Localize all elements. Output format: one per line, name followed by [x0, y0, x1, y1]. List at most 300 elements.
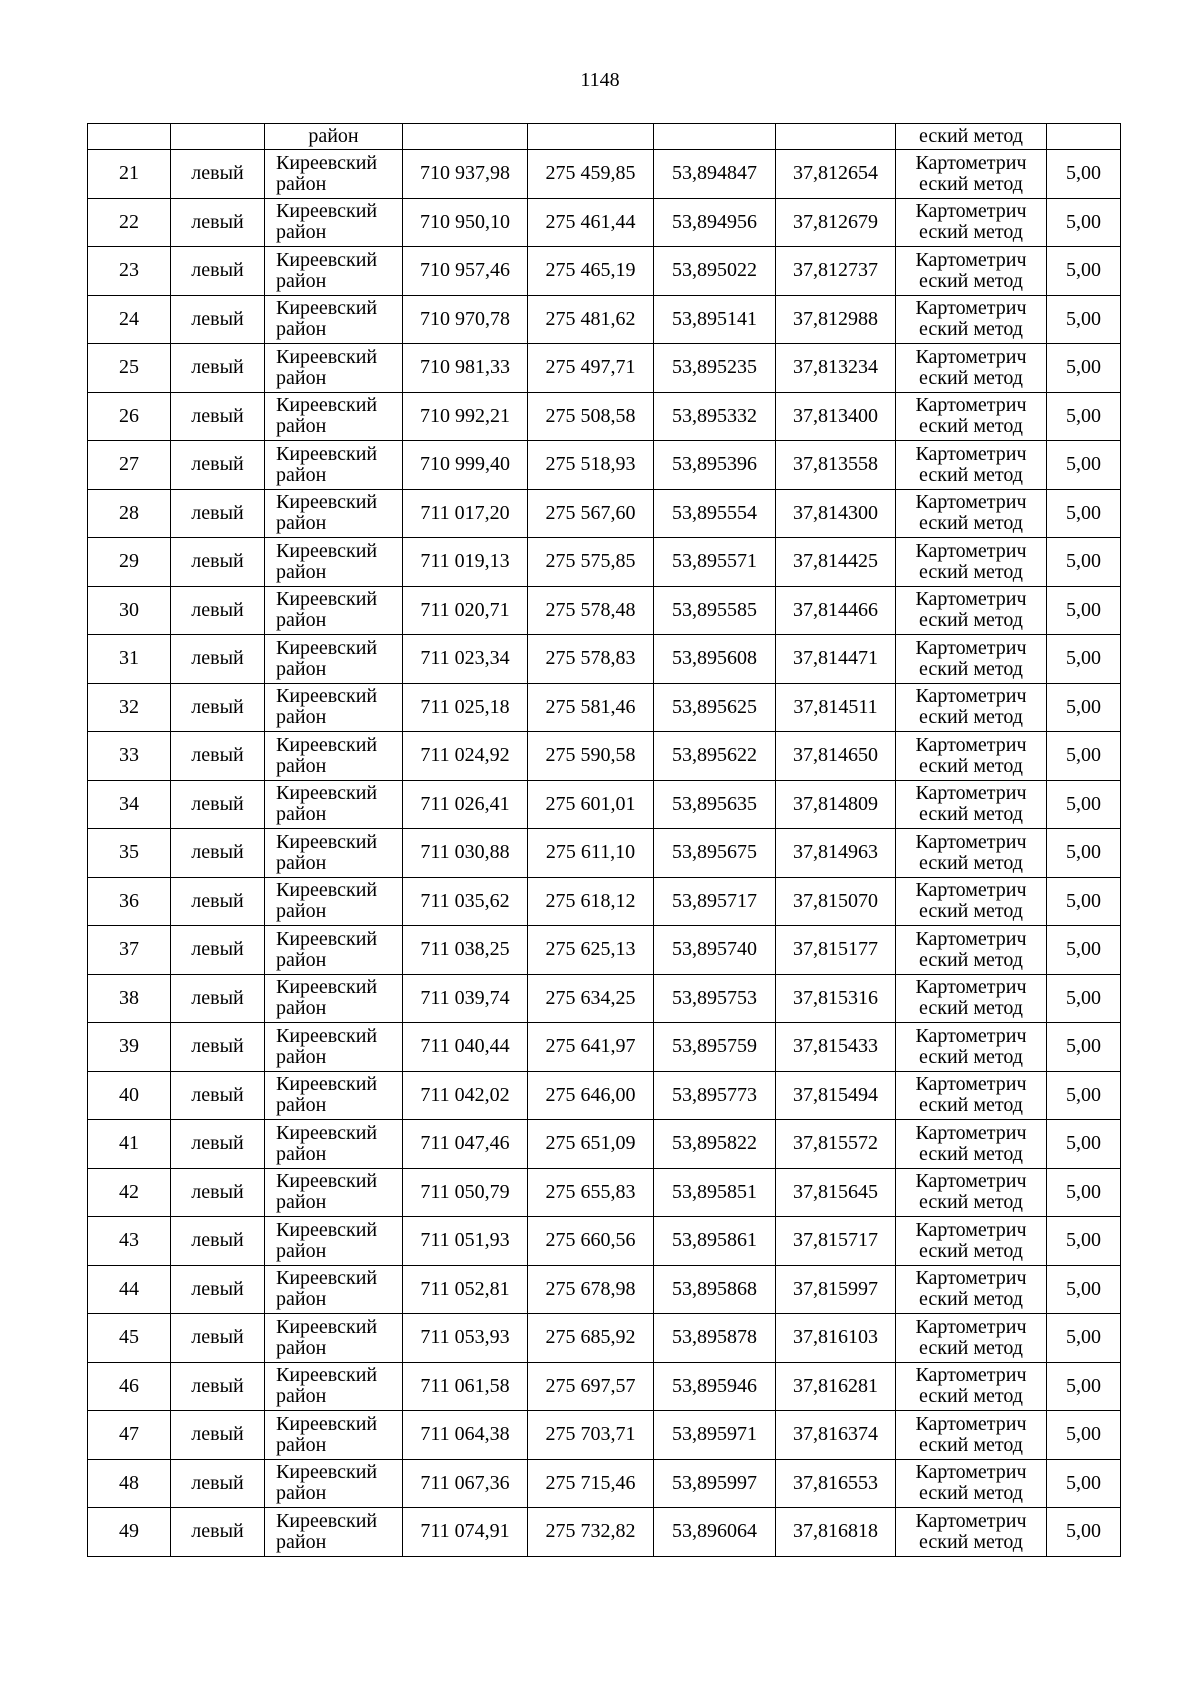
cell-side: левый — [171, 926, 265, 975]
cell-district — [265, 683, 403, 732]
cell-y: 275 578,48 — [528, 586, 654, 635]
cell-method-line-2: еский метод — [919, 657, 1023, 680]
cell-district-line-2: район — [276, 803, 327, 826]
cell-number: 41 — [88, 1120, 171, 1169]
continuation-row — [88, 124, 1121, 150]
cell-district-line-1: Киреевский — [276, 345, 378, 368]
table-row — [88, 1314, 1121, 1363]
cell-y: 275 611,10 — [528, 829, 654, 878]
cell-y: 275 625,13 — [528, 926, 654, 975]
cell-accuracy: 5,00 — [1047, 441, 1121, 490]
cell-longitude: 37,815717 — [776, 1217, 896, 1266]
cell-longitude: 37,815494 — [776, 1071, 896, 1120]
cell-district — [265, 1459, 403, 1508]
cell-method-line-2: еский метод — [919, 1336, 1023, 1359]
table-row — [88, 1508, 1121, 1557]
cell-number: 27 — [88, 441, 171, 490]
cell-district — [265, 635, 403, 684]
table-body — [88, 124, 1121, 1557]
cell-x: 711 052,81 — [403, 1265, 528, 1314]
cell-district-line-1: Киреевский — [276, 879, 378, 902]
table-row — [88, 829, 1121, 878]
cell-district-line-2: район — [276, 754, 327, 777]
cell-side: левый — [171, 1217, 265, 1266]
cell-accuracy: 5,00 — [1047, 1459, 1121, 1508]
cell-method-line-1: Картометрич — [915, 345, 1027, 368]
cell-district — [265, 1362, 403, 1411]
cell-latitude: 53,895740 — [654, 926, 776, 975]
cell-method-line-1: Картометрич — [915, 248, 1027, 271]
cell-district-line-2: район — [276, 1482, 327, 1505]
cell-method — [896, 1217, 1047, 1266]
cell-side: левый — [171, 1459, 265, 1508]
cell-number: 32 — [88, 683, 171, 732]
cell-longitude: 37,815177 — [776, 926, 896, 975]
cell-side: левый — [171, 489, 265, 538]
cell-method-line-2: еский метод — [919, 269, 1023, 292]
cell-side: левый — [171, 392, 265, 441]
cell-longitude: 37,813234 — [776, 344, 896, 393]
cell-method-line-2: еский метод — [919, 463, 1023, 486]
table-row — [88, 974, 1121, 1023]
cell-x: 711 035,62 — [403, 877, 528, 926]
cell-method-line-2: еский метод — [919, 1433, 1023, 1456]
cell-district-line-1: Киреевский — [276, 830, 378, 853]
table-row — [88, 441, 1121, 490]
page-number: 1148 — [580, 69, 620, 91]
cell-side: левый — [171, 150, 265, 199]
cell-method-line-2: еский метод — [919, 803, 1023, 826]
cell-method — [896, 1314, 1047, 1363]
cell-accuracy: 5,00 — [1047, 683, 1121, 732]
cell-side: левый — [171, 1362, 265, 1411]
table-row — [88, 1265, 1121, 1314]
cell-x: 710 970,78 — [403, 295, 528, 344]
cell-latitude: 53,894956 — [654, 198, 776, 247]
cell-latitude: 53,895622 — [654, 732, 776, 781]
cell-method — [896, 1265, 1047, 1314]
cell-method — [896, 198, 1047, 247]
cell-method — [896, 829, 1047, 878]
cell-method-line-1: Картометрич — [915, 1461, 1027, 1484]
cell-side: левый — [171, 1168, 265, 1217]
cell-method-line-1: Картометрич — [915, 200, 1027, 223]
cell-method — [896, 150, 1047, 199]
cell-district-line-1: Киреевский — [276, 1461, 378, 1484]
cell-district-line-2: район — [276, 706, 327, 729]
cell-number: 40 — [88, 1071, 171, 1120]
cell-number: 36 — [88, 877, 171, 926]
cell-accuracy: 5,00 — [1047, 392, 1121, 441]
cell-method-line-2: еский метод — [919, 221, 1023, 244]
cell-number: 31 — [88, 635, 171, 684]
cell-side: левый — [171, 1411, 265, 1460]
cell-method-line-1: Картометрич — [915, 636, 1027, 659]
cell-method — [896, 1023, 1047, 1072]
cell-latitude: 53,895635 — [654, 780, 776, 829]
cell-accuracy: 5,00 — [1047, 732, 1121, 781]
cell-number: 23 — [88, 247, 171, 296]
cell-method — [896, 489, 1047, 538]
cell-district — [265, 732, 403, 781]
cell-x: 710 981,33 — [403, 344, 528, 393]
cell-longitude: 37,814425 — [776, 538, 896, 587]
cell-method-line-2: еский метод — [919, 1288, 1023, 1311]
cell-district-line-1: Киреевский — [276, 394, 378, 417]
cell-x — [403, 124, 528, 150]
cell-latitude: 53,895717 — [654, 877, 776, 926]
cell-method-line-1: Картометрич — [915, 1121, 1027, 1144]
table-row — [88, 1023, 1121, 1072]
cell-district-line-2: район — [276, 366, 327, 389]
cell-method — [896, 926, 1047, 975]
cell-method-line-1: Картометрич — [915, 1412, 1027, 1435]
cell-x: 711 025,18 — [403, 683, 528, 732]
cell-district-line-1: Киреевский — [276, 248, 378, 271]
cell-method-line-2: еский метод — [919, 706, 1023, 729]
cell-y: 275 461,44 — [528, 198, 654, 247]
cell-accuracy: 5,00 — [1047, 1265, 1121, 1314]
cell-x: 711 061,58 — [403, 1362, 528, 1411]
cell-district-line-1: Киреевский — [276, 200, 378, 223]
cell-x: 711 039,74 — [403, 974, 528, 1023]
cell-district-line-2: район — [276, 948, 327, 971]
cell-district — [265, 198, 403, 247]
cell-method: еский метод — [896, 124, 1047, 150]
cell-accuracy: 5,00 — [1047, 1217, 1121, 1266]
cell-side — [171, 124, 265, 150]
cell-district — [265, 344, 403, 393]
table-row — [88, 1411, 1121, 1460]
cell-x: 710 992,21 — [403, 392, 528, 441]
cell-y: 275 646,00 — [528, 1071, 654, 1120]
coordinates-table — [87, 123, 1121, 1557]
cell-side: левый — [171, 538, 265, 587]
cell-longitude: 37,814300 — [776, 489, 896, 538]
cell-district-line-1: Киреевский — [276, 636, 378, 659]
cell-accuracy: 5,00 — [1047, 586, 1121, 635]
cell-number: 37 — [88, 926, 171, 975]
cell-method-line-2: еский метод — [919, 609, 1023, 632]
cell-method — [896, 780, 1047, 829]
cell-district-line-2: район — [276, 318, 327, 341]
cell-longitude: 37,814511 — [776, 683, 896, 732]
cell-latitude: 53,895773 — [654, 1071, 776, 1120]
cell-y — [528, 124, 654, 150]
cell-x: 711 023,34 — [403, 635, 528, 684]
cell-y: 275 655,83 — [528, 1168, 654, 1217]
cell-method-line-2: еский метод — [919, 560, 1023, 583]
cell-district-line-1: Киреевский — [276, 1267, 378, 1290]
cell-number: 44 — [88, 1265, 171, 1314]
table-row — [88, 732, 1121, 781]
cell-y: 275 465,19 — [528, 247, 654, 296]
cell-district-line-1: Киреевский — [276, 1170, 378, 1193]
cell-side: левый — [171, 780, 265, 829]
cell-district — [265, 877, 403, 926]
cell-district-line-1: Киреевский — [276, 1218, 378, 1241]
cell-method-line-1: Картометрич — [915, 830, 1027, 853]
cell-district — [265, 1071, 403, 1120]
cell-method-line-1: Картометрич — [915, 394, 1027, 417]
cell-district-line-2: район — [276, 221, 327, 244]
cell-district-line-2: район — [276, 172, 327, 195]
cell-district-line-1: Киреевский — [276, 685, 378, 708]
cell-district-line-2: район — [276, 415, 327, 438]
cell-y: 275 518,93 — [528, 441, 654, 490]
cell-district-line-1: Киреевский — [276, 588, 378, 611]
cell-district — [265, 1023, 403, 1072]
cell-district-line-2: район — [276, 900, 327, 923]
cell-number: 35 — [88, 829, 171, 878]
cell-method-line-1: Картометрич — [915, 151, 1027, 174]
cell-district-line-2: район — [276, 657, 327, 680]
cell-district-line-2: район — [276, 1239, 327, 1262]
cell-longitude: 37,814809 — [776, 780, 896, 829]
cell-y: 275 497,71 — [528, 344, 654, 393]
cell-y: 275 567,60 — [528, 489, 654, 538]
cell-number: 47 — [88, 1411, 171, 1460]
table-row — [88, 198, 1121, 247]
cell-district — [265, 829, 403, 878]
table-row — [88, 586, 1121, 635]
cell-y: 275 590,58 — [528, 732, 654, 781]
cell-method-line-2: еский метод — [919, 1094, 1023, 1117]
cell-longitude: 37,815645 — [776, 1168, 896, 1217]
cell-district-line-2: район — [276, 609, 327, 632]
cell-number: 45 — [88, 1314, 171, 1363]
cell-district — [265, 780, 403, 829]
table-row — [88, 150, 1121, 199]
cell-method — [896, 1411, 1047, 1460]
cell-latitude: 53,895946 — [654, 1362, 776, 1411]
cell-method-line-2: еский метод — [919, 1142, 1023, 1165]
cell-x: 710 999,40 — [403, 441, 528, 490]
cell-x: 711 051,93 — [403, 1217, 528, 1266]
table-row — [88, 926, 1121, 975]
cell-district — [265, 974, 403, 1023]
cell-y: 275 660,56 — [528, 1217, 654, 1266]
cell-district-line-1: Киреевский — [276, 1073, 378, 1096]
cell-method-line-1: Картометрич — [915, 1509, 1027, 1532]
cell-side: левый — [171, 1265, 265, 1314]
cell-method-line-1: Картометрич — [915, 1315, 1027, 1338]
cell-x: 711 019,13 — [403, 538, 528, 587]
cell-district-line-2: район — [276, 269, 327, 292]
cell-number: 26 — [88, 392, 171, 441]
cell-accuracy: 5,00 — [1047, 1071, 1121, 1120]
cell-method — [896, 683, 1047, 732]
cell-longitude: 37,812654 — [776, 150, 896, 199]
cell-accuracy: 5,00 — [1047, 489, 1121, 538]
cell-side: левый — [171, 974, 265, 1023]
cell-district-line-1: Киреевский — [276, 442, 378, 465]
cell-method-line-1: Картометрич — [915, 1218, 1027, 1241]
cell-side: левый — [171, 1071, 265, 1120]
cell-accuracy: 5,00 — [1047, 295, 1121, 344]
cell-method-line-2: еский метод — [919, 1530, 1023, 1553]
cell-method-line-2: еский метод — [919, 318, 1023, 341]
cell-district-line-2: район — [276, 1336, 327, 1359]
cell-latitude: 53,895235 — [654, 344, 776, 393]
cell-y: 275 581,46 — [528, 683, 654, 732]
cell-y: 275 578,83 — [528, 635, 654, 684]
cell-y: 275 678,98 — [528, 1265, 654, 1314]
cell-district-line-1: Киреевский — [276, 1121, 378, 1144]
cell-side: левый — [171, 295, 265, 344]
cell-x: 711 064,38 — [403, 1411, 528, 1460]
cell-accuracy: 5,00 — [1047, 1120, 1121, 1169]
cell-accuracy: 5,00 — [1047, 1508, 1121, 1557]
cell-method — [896, 1168, 1047, 1217]
cell-method — [896, 1071, 1047, 1120]
cell-method — [896, 392, 1047, 441]
cell-y: 275 459,85 — [528, 150, 654, 199]
cell-district-line-1: Киреевский — [276, 1412, 378, 1435]
cell-method-line-1: Картометрич — [915, 539, 1027, 562]
cell-accuracy: 5,00 — [1047, 974, 1121, 1023]
cell-x: 711 017,20 — [403, 489, 528, 538]
cell-number: 39 — [88, 1023, 171, 1072]
cell-longitude: 37,815070 — [776, 877, 896, 926]
cell-number: 22 — [88, 198, 171, 247]
cell-y: 275 685,92 — [528, 1314, 654, 1363]
cell-district-line-1: Киреевский — [276, 539, 378, 562]
cell-method-line-2: еский метод — [919, 851, 1023, 874]
cell-x: 711 053,93 — [403, 1314, 528, 1363]
cell-accuracy: 5,00 — [1047, 198, 1121, 247]
cell-x: 711 074,91 — [403, 1508, 528, 1557]
cell-longitude: 37,813400 — [776, 392, 896, 441]
cell-method — [896, 635, 1047, 684]
cell-y: 275 697,57 — [528, 1362, 654, 1411]
cell-district-line-1: Киреевский — [276, 151, 378, 174]
cell-district — [265, 392, 403, 441]
cell-accuracy: 5,00 — [1047, 635, 1121, 684]
table-row — [88, 1071, 1121, 1120]
cell-x: 711 026,41 — [403, 780, 528, 829]
cell-district — [265, 1314, 403, 1363]
cell-side: левый — [171, 1120, 265, 1169]
cell-district-line-1: Киреевский — [276, 1364, 378, 1387]
cell-latitude: 53,896064 — [654, 1508, 776, 1557]
cell-method-line-2: еский метод — [919, 512, 1023, 535]
cell-district-line-1: Киреевский — [276, 976, 378, 999]
cell-district-line-1: Киреевский — [276, 927, 378, 950]
cell-side: левый — [171, 198, 265, 247]
cell-district-line-2: район — [276, 1288, 327, 1311]
cell-method — [896, 1459, 1047, 1508]
cell-latitude: 53,895554 — [654, 489, 776, 538]
cell-x: 710 950,10 — [403, 198, 528, 247]
cell-latitude: 53,895585 — [654, 586, 776, 635]
cell-method — [896, 974, 1047, 1023]
cell-accuracy: 5,00 — [1047, 877, 1121, 926]
cell-x: 711 040,44 — [403, 1023, 528, 1072]
cell-accuracy: 5,00 — [1047, 150, 1121, 199]
cell-longitude: 37,814650 — [776, 732, 896, 781]
table-row — [88, 780, 1121, 829]
cell-longitude: 37,814466 — [776, 586, 896, 635]
cell-method-line-1: Картометрич — [915, 976, 1027, 999]
cell-district — [265, 586, 403, 635]
cell-method-line-2: еский метод — [919, 754, 1023, 777]
cell-latitude: 53,895851 — [654, 1168, 776, 1217]
table-row — [88, 538, 1121, 587]
cell-method-line-2: еский метод — [919, 415, 1023, 438]
cell-method-line-2: еский метод — [919, 172, 1023, 195]
cell-latitude: 53,895141 — [654, 295, 776, 344]
cell-latitude: 53,895971 — [654, 1411, 776, 1460]
cell-method-line-1: Картометрич — [915, 1364, 1027, 1387]
cell-method-line-1: Картометрич — [915, 782, 1027, 805]
cell-method — [896, 877, 1047, 926]
cell-side: левый — [171, 344, 265, 393]
cell-longitude: 37,812737 — [776, 247, 896, 296]
cell-method-line-1: Картометрич — [915, 1267, 1027, 1290]
cell-number: 33 — [88, 732, 171, 781]
cell-district-line-2: район — [276, 851, 327, 874]
table-row — [88, 247, 1121, 296]
cell-accuracy: 5,00 — [1047, 926, 1121, 975]
cell-number: 38 — [88, 974, 171, 1023]
cell-longitude — [776, 124, 896, 150]
cell-side: левый — [171, 1508, 265, 1557]
cell-method-line-1: Картометрич — [915, 491, 1027, 514]
cell-accuracy — [1047, 124, 1121, 150]
cell-longitude: 37,816553 — [776, 1459, 896, 1508]
cell-latitude: 53,895997 — [654, 1459, 776, 1508]
cell-x: 711 024,92 — [403, 732, 528, 781]
cell-side: левый — [171, 829, 265, 878]
cell-district — [265, 1168, 403, 1217]
table-row — [88, 344, 1121, 393]
cell-district — [265, 1508, 403, 1557]
cell-side: левый — [171, 1314, 265, 1363]
cell-method — [896, 1508, 1047, 1557]
cell-number: 34 — [88, 780, 171, 829]
cell-accuracy: 5,00 — [1047, 780, 1121, 829]
cell-number: 48 — [88, 1459, 171, 1508]
cell-method — [896, 1362, 1047, 1411]
cell-district — [265, 1411, 403, 1460]
cell-number: 30 — [88, 586, 171, 635]
cell-number: 29 — [88, 538, 171, 587]
cell-method-line-1: Картометрич — [915, 297, 1027, 320]
cell-x: 711 042,02 — [403, 1071, 528, 1120]
cell-method-line-1: Картометрич — [915, 927, 1027, 950]
cell-side: левый — [171, 441, 265, 490]
cell-latitude: 53,895861 — [654, 1217, 776, 1266]
cell-x: 710 937,98 — [403, 150, 528, 199]
cell-district-line-2: район — [276, 1094, 327, 1117]
cell-district — [265, 1265, 403, 1314]
cell-method-line-1: Картометрич — [915, 442, 1027, 465]
cell-method — [896, 295, 1047, 344]
cell-latitude: 53,895022 — [654, 247, 776, 296]
cell-side: левый — [171, 877, 265, 926]
cell-longitude: 37,815572 — [776, 1120, 896, 1169]
cell-accuracy: 5,00 — [1047, 1411, 1121, 1460]
cell-longitude: 37,816103 — [776, 1314, 896, 1363]
cell-number: 46 — [88, 1362, 171, 1411]
cell-method — [896, 441, 1047, 490]
cell-accuracy: 5,00 — [1047, 1168, 1121, 1217]
cell-district-line-1: Киреевский — [276, 491, 378, 514]
cell-longitude: 37,815433 — [776, 1023, 896, 1072]
cell-x: 711 020,71 — [403, 586, 528, 635]
cell-longitude: 37,812988 — [776, 295, 896, 344]
